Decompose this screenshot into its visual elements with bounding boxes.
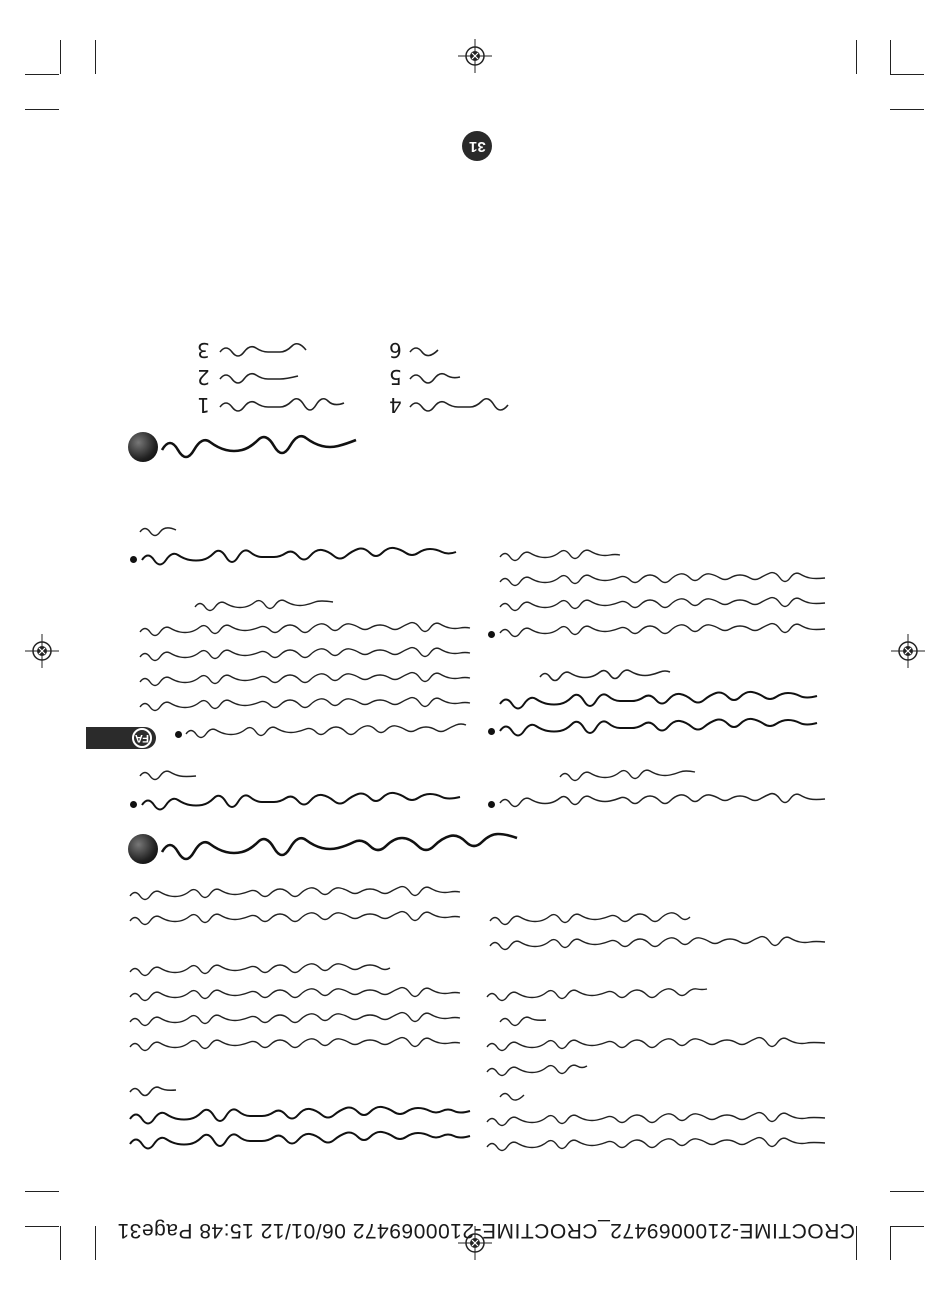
list-item: 2 [197,365,210,389]
list-item: 5 [389,365,402,389]
text-line [490,911,690,927]
text-line [487,1112,825,1128]
text-line [500,719,825,737]
section-heading-bullet [128,834,158,864]
section-heading-bullet [128,432,158,462]
crop-mark [890,1191,924,1192]
text-line [140,647,470,663]
crop-mark [890,74,924,75]
text-line [500,1012,550,1028]
list-item-text [220,340,310,358]
text-line [186,724,471,740]
list-item: 6 [389,338,402,362]
list-item: 4 [389,393,402,417]
text-line [130,1132,470,1150]
text-line [130,1082,180,1098]
bullet [488,728,495,735]
text-line [560,767,695,783]
crop-mark [890,1226,891,1260]
section-heading [162,832,517,864]
text-line [487,1137,825,1153]
text-line [130,1107,470,1125]
list-item-text [410,340,440,358]
registration-mark-icon [25,634,59,668]
text-line [140,522,180,538]
bullet [175,731,182,738]
crop-mark [25,109,59,110]
list-item-text [220,395,345,413]
crop-mark [60,1226,61,1260]
text-line [195,597,335,613]
bullet [488,801,495,808]
text-line [487,987,707,1003]
crop-mark [890,109,924,110]
bullet [130,556,137,563]
text-line [130,987,470,1003]
text-line [130,962,390,978]
text-line [490,936,825,952]
text-line [130,911,470,927]
text-line [130,1037,470,1053]
text-line [500,692,825,710]
text-line [140,697,470,713]
crop-mark [60,40,61,74]
section-heading [162,430,362,462]
registration-mark-icon [891,634,925,668]
language-tab-label: FA [132,728,152,748]
text-line [140,672,470,688]
text-line [140,622,470,638]
text-line [140,766,200,782]
language-tab [86,727,156,749]
list-item-text [410,395,510,413]
text-line [487,1037,825,1053]
text-line [142,548,462,566]
crop-mark [25,1191,59,1192]
text-line [130,886,470,902]
crop-mark [890,1226,924,1227]
crop-mark [856,40,857,74]
crop-mark [25,1226,59,1227]
page-number [462,131,492,161]
crop-mark [25,74,59,75]
footer-slug: CROCTIME-2100069472_CROCTIME-2100069472 06/01/12 15:48 Page31 [117,1219,855,1242]
page-number-text: 31 [468,137,486,155]
list-item-text [410,367,462,385]
text-line [540,667,670,683]
text-line [500,623,825,639]
text-line [142,793,467,811]
text-line [500,572,825,588]
text-line [500,793,825,809]
bullet [488,631,495,638]
text-line [500,547,620,563]
registration-mark-icon [458,39,492,73]
bullet [130,801,137,808]
crop-mark [856,1226,857,1260]
text-line [500,1087,530,1103]
list-item-text [220,367,300,385]
list-item: 1 [197,393,210,417]
list-item: 3 [197,338,210,362]
crop-mark [890,40,891,74]
text-line [130,1012,470,1028]
text-line [487,1062,587,1078]
text-line [500,597,825,613]
crop-mark [95,40,96,74]
